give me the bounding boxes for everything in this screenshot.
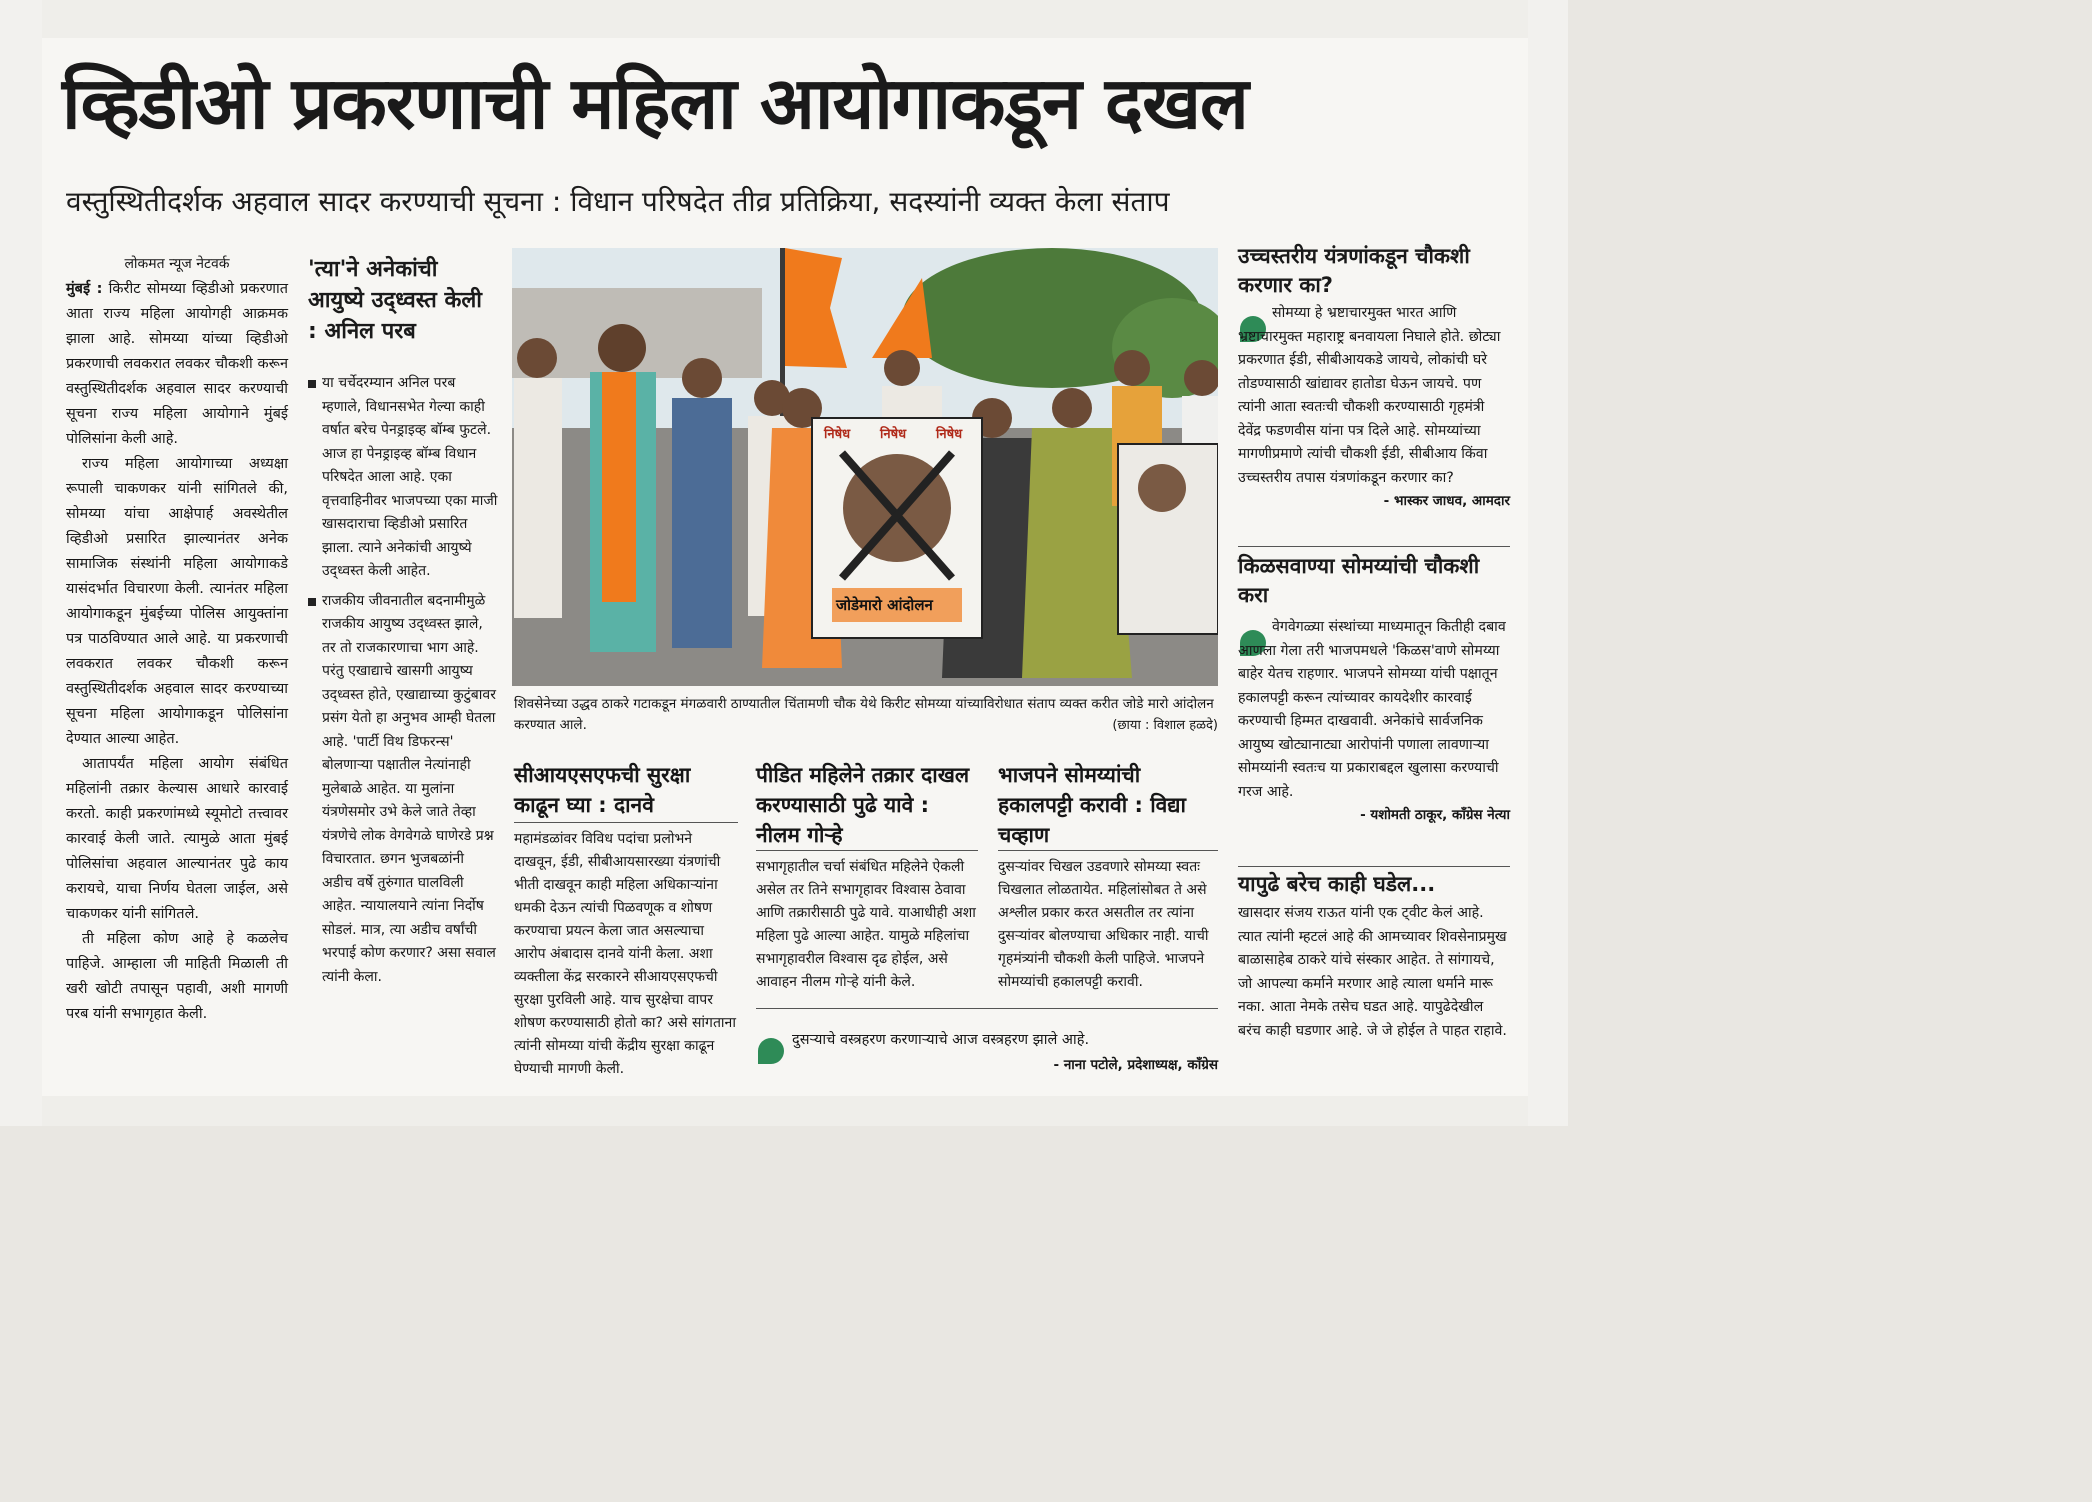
bottom-story-2-title: पीडित महिलेने तक्रार दाखल करण्यासाठी पुढे यावे : नीलम गोऱ्हे (756, 763, 970, 847)
right-story-1-title: उच्चस्तरीय यंत्रणांकडून चौकशी करणार का? (1238, 244, 1470, 297)
adjacent-page-top (42, 0, 1528, 38)
main-story-para-1 (66, 277, 288, 452)
side-story-title: 'त्या'ने अनेकांची आयुष्ये उद्ध्वस्त केली : अनिल परब (308, 257, 482, 344)
bullet-square-icon (308, 598, 316, 606)
right-story-2-attribution: - यशोमती ठाकूर, काँग्रेस नेत्या (1360, 807, 1510, 823)
side-story-bullet-1 (308, 372, 498, 584)
right-story-2-body (1238, 616, 1510, 828)
dateline: मुंबई : (66, 281, 103, 297)
divider (998, 850, 1218, 851)
bottom-story-1-title: सीआयएसएफची सुरक्षा काढून घ्या : दानवे (514, 763, 691, 817)
photo-credit: (छाया : विशाल हळदे) (1112, 718, 1218, 733)
right-story-3-body: खासदार संजय राऊत यांनी एक ट्वीट केलं आहे. त्यात त्यांनी म्हटलं आहे की आमच्यावर शिवसेनाप्रमुख बाळासाहेब ठाकरे यांचे संस्कार आहेत. ते सांगायचे, जो आपल्या कर्माने मरणार आहे त्याला धर्माने मारू नका. आता नेमके तसेच घडत आहे. यापुढेदेखील बरंच काही घडणार आहे. जे जे होईल ते पाहत राहावे. (1238, 905, 1507, 1039)
right-story-3-title: यापुढे बरेच काही घडेल... (1238, 872, 1436, 896)
photo-caption: शिवसेनेच्या उद्धव ठाकरे गटाकडून मंगळवारी ठाण्यातील चिंतामणी चौक येथे किरीट सोमय्या यांच्याविरोधात संताप व्यक्त करीत जोडे मारो आंदोलन करण्यात आले. (514, 696, 1214, 733)
banner-mid-text: निषेध (880, 427, 907, 442)
divider (756, 850, 978, 851)
newspaper-page (42, 38, 1528, 1096)
bullet-square-icon (308, 380, 316, 388)
right-story-2-title: किळसवाण्या सोमय्यांची चौकशी करा (1238, 554, 1480, 607)
photo-caption-block (514, 694, 1218, 736)
bottom-quote (792, 1028, 1218, 1077)
quote-icon (758, 1038, 784, 1064)
divider (1238, 866, 1510, 867)
side-story-bullet-1-text: या चर्चेदरम्यान अनिल परब म्हणाले, विधानसभेत गेल्या काही वर्षात बरेच पेनड्राइव्ह बॉम्ब फुटले. आज हा पेनड्राइव्ह बॉम्ब विधान परिषदेत आला आहे. एका वृत्तवाहिनीवर भाजपच्या एका माजी खासदाराचा व्हिडीओ प्रसारित झाला. त्याने अनेकांची आयुष्ये उद्ध्वस्त केली आहेत. (322, 375, 498, 579)
side-story-bullet-2 (308, 590, 498, 990)
adjacent-page-bottom (42, 1096, 1528, 1126)
byline: लोकमत न्यूज नेटवर्क (124, 256, 230, 272)
protest-photo-illustration (512, 248, 1218, 686)
subheadline: वस्तुस्थितीदर्शक अहवाल सादर करण्याची सूचना : विधान परिषदेत तीव्र प्रतिक्रिया, सदस्यांनी व्यक्त केला संताप (66, 185, 1170, 218)
adjacent-page-left (0, 0, 42, 1126)
banner-left-text: निषेध (824, 427, 851, 442)
side-story-bullet-2-text: राजकीय जीवनातील बदनामीमुळे राजकीय आयुष्य उद्ध्वस्त झाले, तर तो राजकारणाचा भाग आहे. परंतु एखाद्याचे खासगी आयुष्य उद्ध्वस्त होते, एखाद्याच्या कुटुंबावर प्रसंग येतो हा अनुभव आम्ही घेतला आहे. 'पार्टी विथ डिफरन्स' बोलणाऱ्या पक्षातील नेत्यांनाही मुलेबाळे आहेत. या मुलांना यंत्रणेसमोर उभे केले जाते तेव्हा यंत्रणेचे लोक वेगवेगळे घाणेरडे प्रश्न विचारतात. छगन भुजबळांनी अडीच वर्षे तुरुंगात घालविली आहेत. न्यायालयाने त्यांना निर्दोष सोडलं. मात्र, त्या अडीच वर्षांची भरपाई कोण करणार? असा सवाल त्यांनी केला. (322, 592, 496, 985)
main-story-para-2: राज्य महिला आयोगाच्या अध्यक्षा रूपाली चाकणकर यांनी सांगितले की, सोमय्या यांचा आक्षेपार्ह अवस्थेतील व्हिडीओ प्रसारित झाल्यानंतर अनेक सामाजिक संस्थांनी महिला आयोगाकडे यासंदर्भात विचारणा केली. त्यानंतर महिला आयोगाकडून मुंबईच्या पोलिस आयुक्तांना पत्र पाठविण्यात आले आहे. या प्रकरणाची लवकरात लवकर चौकशी करून वस्तुस्थितीदर्शक अहवाल सादर करण्याच्या सूचना महिला आयोगाकडून पोलिसांना देण्यात आल्या आहेत. (66, 456, 288, 747)
right-story-1-body (1238, 302, 1510, 514)
bottom-quote-text: दुसऱ्याचे वस्त्रहरण करणाऱ्याचे आज वस्त्रहरण झाले आहे. (792, 1032, 1090, 1048)
main-story-column (66, 252, 288, 1027)
right-story-1-attribution: - भास्कर जाधव, आमदार (1383, 493, 1510, 509)
right-story-1-text: सोमय्या हे भ्रष्टाचारमुक्त भारत आणि भ्रष्टाचारमुक्त महाराष्ट्र बनवायला निघाले होते. छोट्या प्रकरणात ईडी, सीबीआयकडे जायचे, लोकांची घरे तोडण्यासाठी खांद्यावर हातोडा घेऊन जायचे. पण त्यांनी आता स्वतःची चौकशी करण्यासाठी गृहमंत्री देवेंद्र फडणवीस यांना पत्र दिले आहे. सोमय्यांच्या मागणीप्रमाणे त्यांची चौकशी ईडी, सीबीआय किंवा उच्चस्तरीय तपास यंत्रणांकडून करणार का? (1238, 305, 1501, 486)
bottom-story-3-body: दुसऱ्यांवर चिखल उडवणारे सोमय्या स्वतः चिखलात लोळतायेत. महिलांसोबत ते असे अश्लील प्रकार करत असतील तर त्यांना दुसऱ्यांवर बोलण्याचा अधिकार नाही. याची गृहमंत्र्यांनी चौकशी केली पाहिजे. भाजपने सोमय्यांची हकालपट्टी करावी. (998, 859, 1209, 990)
bottom-quote-attribution: - नाना पटोले, प्रदेशाध्यक्ष, काँग्रेस (1053, 1056, 1218, 1073)
protest-photo (512, 248, 1218, 686)
headline: व्हिडीओ प्रकरणाची महिला आयोगाकडून दखल (62, 60, 1248, 145)
banner-right-text: निषेध (936, 427, 963, 442)
divider (514, 822, 738, 823)
main-story-para-4: ती महिला कोण आहे हे कळलेच पाहिजे. आम्हाला जी माहिती मिळाली ती खरी खोटी तपासून पहावी, अशी मागणी परब यांनी सभागृहात केली. (66, 931, 288, 1022)
main-story-para-1-text: किरीट सोमय्या व्हिडीओ प्रकरणात आता राज्य महिला आयोगही आक्रमक झाला आहे. सोमय्या यांच्या व्हिडीओ प्रकरणाची लवकरात लवकर चौकशी करून वस्तुस्थितीदर्शक अहवाल सादर करण्याची सूचना राज्य महिला आयोगाने मुंबई पोलिसांना केली आहे. (66, 281, 288, 447)
divider (756, 1008, 1218, 1009)
main-story-para-3: आतापर्यंत महिला आयोग संबंधित महिलांनी तक्रार केल्यास आधारे कारवाई करतो. काही प्रकरणांमध्ये स्यूमोटो तत्त्वावर कारवाई केली जाते. त्यामुळे आता मुंबई पोलिसांचा अहवाल आल्यानंतर पुढे काय करायचे, याचा निर्णय घेतला जाईल, असे चाकणकर यांनी सांगितले. (66, 756, 288, 922)
divider (1238, 546, 1510, 547)
side-story-column (308, 372, 498, 989)
bottom-story-3-title: भाजपने सोमय्यांची हकालपट्टी करावी : विद्या चव्हाण (998, 763, 1186, 847)
right-story-2-text: वेगवेगळ्या संस्थांच्या माध्यमातून कितीही दबाव आणला गेला तरी भाजपमधले 'किळस'वाणे सोमय्या बाहेर येतच राहणार. भाजपने सोमय्या यांची पक्षातून हकालपट्टी करून त्यांच्यावर कायदेशीर कारवाई करण्याची हिम्मत दाखवावी. अनेकांचे सार्वजनिक आयुष्य खोट्यानाट्या आरोपांनी पणाला लावणाऱ्या सोमय्यांनी स्वतःच या प्रकाराबद्दल खुलासा करण्याची गरज आहे. (1238, 619, 1506, 800)
bottom-story-1-body: महामंडळांवर विविध पदांचा प्रलोभने दाखवून, ईडी, सीबीआयसारख्या यंत्रणांची भीती दाखवून काही महिला अधिकाऱ्यांना धमकी देऊन त्यांची पिळवणूक व शोषण करण्याचा प्रयत्न केला जात असल्याचा आरोप अंबादास दानवे यांनी केला. अशा व्यक्तीला केंद्र सरकारने सीआयएसएफची सुरक्षा पुरविली आहे. याच सुरक्षेचा वापर शोषण करण्यासाठी होतो का? असे सांगताना त्यांनी सोमय्या यांची केंद्रीय सुरक्षा काढून घेण्याची मागणी केली. (514, 831, 736, 1077)
poster-text: जोडेमारो आंदोलन (836, 596, 933, 614)
bottom-story-2-body: सभागृहातील चर्चा संबंधित महिलेने ऐकली असेल तर तिने सभागृहावर विश्वास ठेवावा आणि तक्रारीसाठी पुढे यावे. याआधीही अशा महिला पुढे आल्या आहेत. यामुळे महिलांचा सभागृहावरील विश्वास दृढ होईल, असे आवाहन नीलम गोऱ्हे यांनी केले. (756, 859, 976, 990)
adjacent-page-right (1528, 0, 1568, 1126)
